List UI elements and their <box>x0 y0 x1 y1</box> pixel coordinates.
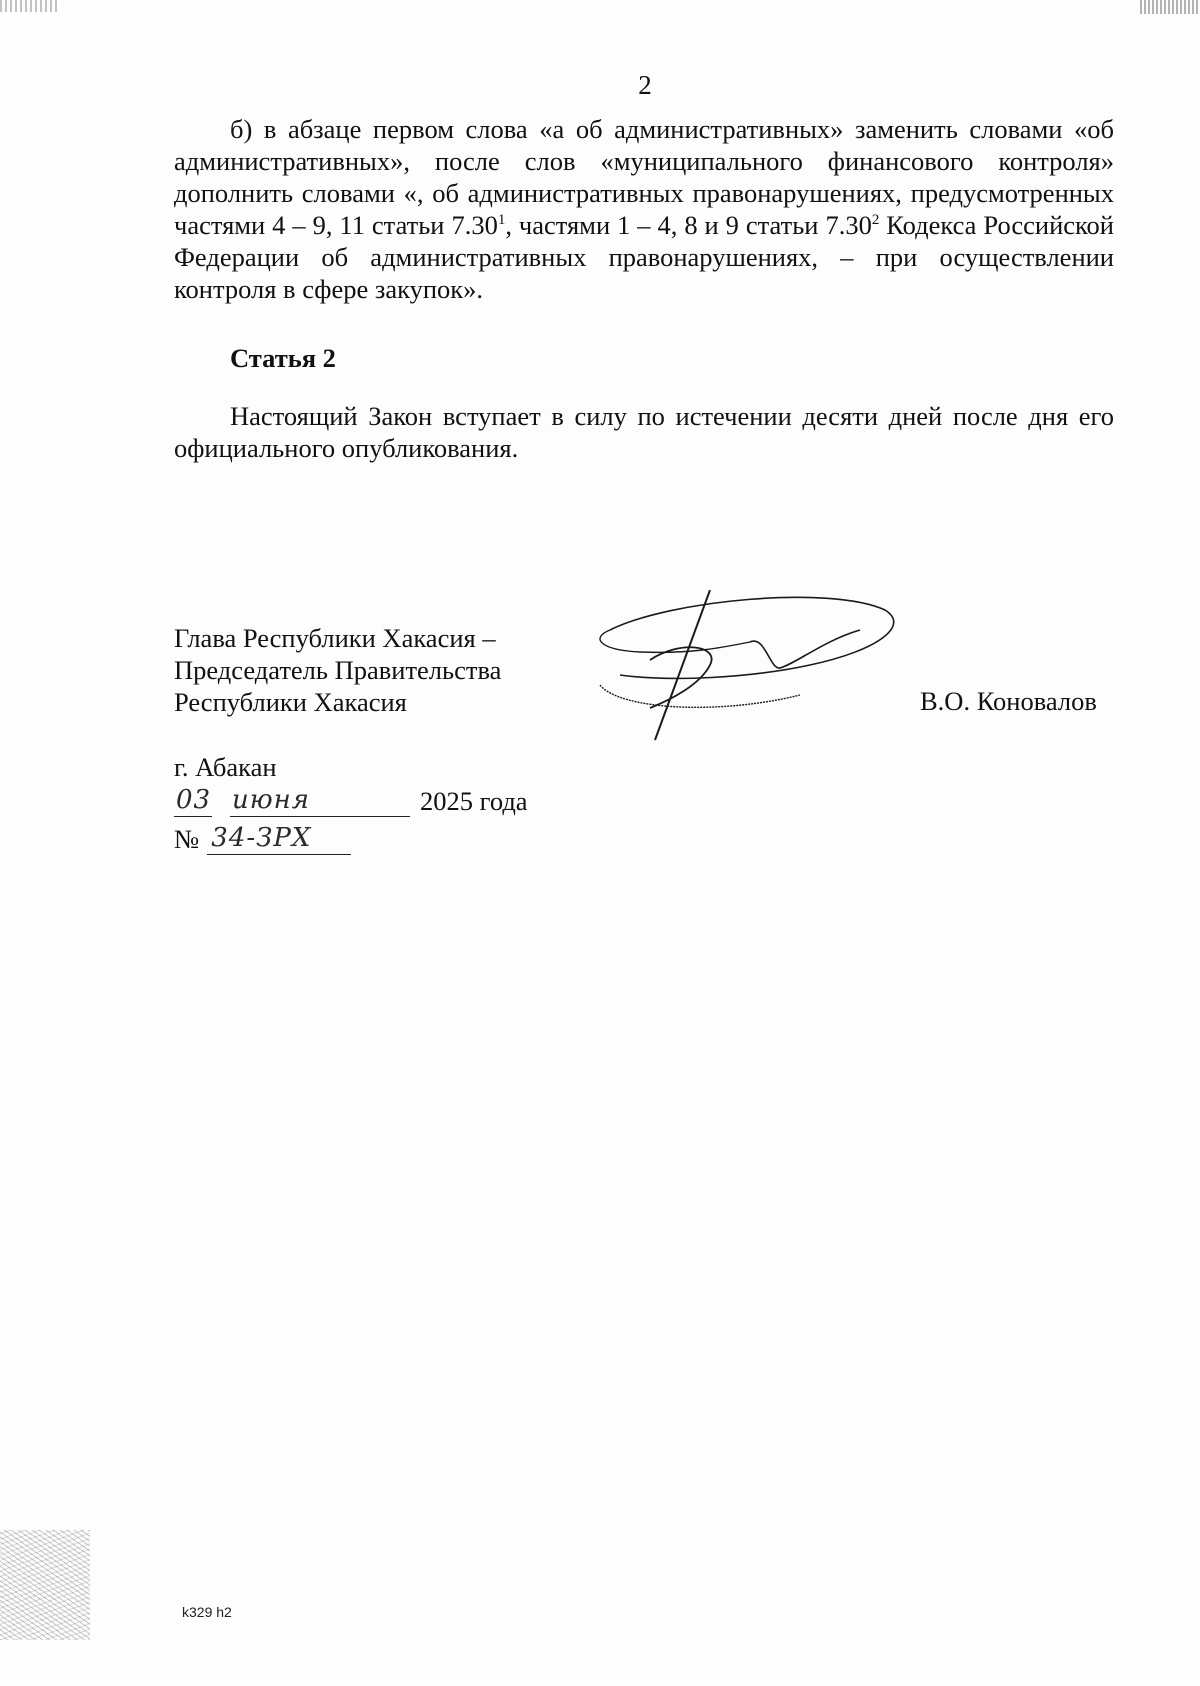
amendment-text: Кодекса Российской Федерации об административных правонарушениях, – при осуществлении контроля в сфере закупок». <box>174 210 1114 304</box>
handwritten-law-number: 34-ЗРХ <box>207 822 351 855</box>
superscript: 2 <box>871 212 880 229</box>
article-heading: Статья 2 <box>230 343 336 373</box>
scan-artifact <box>0 1530 90 1640</box>
year-text: 2025 года <box>420 786 528 816</box>
law-number-line <box>174 822 351 855</box>
superscript: 1 <box>497 212 506 229</box>
page-number: 2 <box>638 70 652 100</box>
amendment-text: б) в абзаце первом слова «а об административных» заменить словами «об административных», после слов «муниципального финансового контроля» дополнить словами «, об административных правонарушениях, предусмотренных частями 4 – 9, 11 статьи 7.30 <box>174 114 1114 240</box>
signatory-title-line: Председатель Правительства <box>174 655 502 685</box>
amendment-text: , частями 1 – 4, 8 и 9 статьи 7.30 <box>505 210 872 240</box>
scan-artifact <box>1140 0 1200 14</box>
number-label: № <box>174 824 200 854</box>
amendment-paragraph <box>174 113 1114 305</box>
handwritten-month: июня <box>230 784 410 817</box>
place-of-signing: г. Абакан <box>174 752 277 782</box>
signatory-title-line: Республики Хакасия <box>174 687 407 717</box>
footer-code: k329 h2 <box>182 1604 232 1620</box>
handwritten-day: 03 <box>176 785 212 815</box>
date-line <box>174 784 528 817</box>
handwritten-signature <box>580 590 910 750</box>
signatory-title-line: Глава Республики Хакасия – <box>174 623 496 653</box>
signatory-title <box>174 622 501 718</box>
scan-artifact <box>0 0 60 12</box>
article-text: Настоящий Закон вступает в силу по истечении десяти дней после дня его официального опубликования. <box>174 401 1114 463</box>
signatory-name: В.О. Коновалов <box>920 686 1097 716</box>
